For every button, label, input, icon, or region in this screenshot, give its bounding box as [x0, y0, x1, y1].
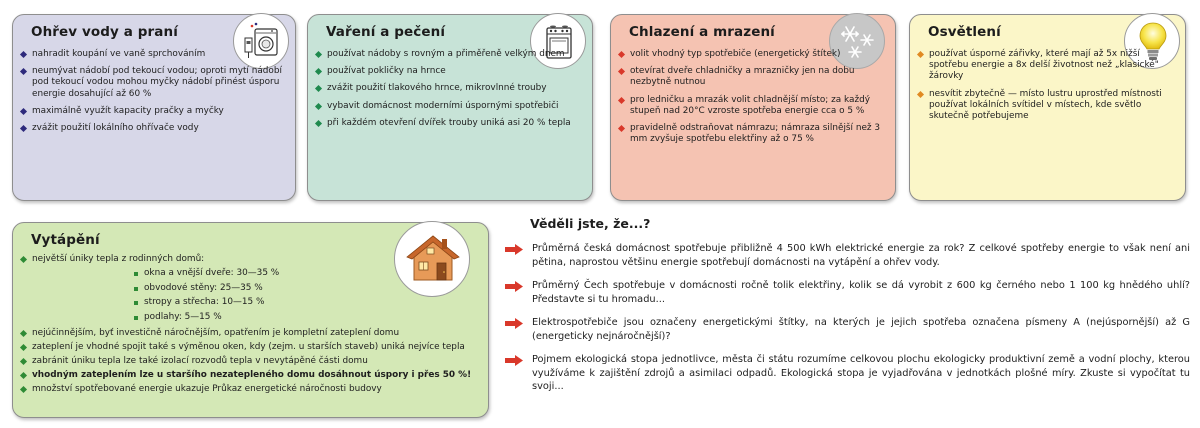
square-bullet-icon	[134, 301, 138, 305]
heat-loss-item: obvodové stěny: 25—35 %	[134, 283, 478, 295]
list-item: maximálně využít kapacity pračky a myčky	[19, 106, 285, 117]
heat-loss-item: podlahy: 5—15 %	[134, 312, 478, 324]
bullet-icon	[618, 51, 625, 58]
list-item: množství spotřebované energie ukazuje Průkaz energetické náročnosti budovy	[19, 384, 478, 395]
bullet-icon	[315, 85, 322, 92]
bullet-icon	[20, 125, 27, 132]
square-bullet-icon	[134, 287, 138, 291]
bullet-icon	[20, 344, 27, 351]
bullet-icon	[315, 68, 322, 75]
cooking-card	[307, 14, 593, 201]
fact-item: Pojmem ekologická stopa jednotlivce, města či státu rozumíme celkovou plochu ekologicky produktivní země a vodní plochy, kterou využíváme k zajištění zdrojů a asimilaci odpadů. Ekologická stopa je vyjadřována v jednotkách plošné míry. Zkuste si vypočítat tu svoji...	[502, 353, 1190, 394]
list-item: při každém otevření dvířek trouby uniká asi 20 % tepla	[314, 118, 582, 129]
list-item: používat úsporné zářivky, které mají až 5x nižší spotřebu energie a 8x delší životnost než „klasické" žárovky	[916, 49, 1175, 83]
washing-machine-icon	[233, 13, 289, 69]
bullet-icon	[20, 108, 27, 115]
bullet-icon	[315, 51, 322, 58]
list-item: nahradit koupání ve vaně sprchováním	[19, 49, 285, 60]
water-heating-card	[12, 14, 296, 201]
bullet-icon	[20, 358, 27, 365]
fact-item: Průměrná česká domácnost spotřebuje přibližně 4 500 kWh elektrické energie za rok? Z celkové spotřeby energie to však není ani pětina, naprostou většinu energie spotřebují domácnosti na vytápění a ohřev vody.	[502, 242, 1190, 269]
card-title: Ohřev vody a praní	[31, 24, 178, 40]
list-item: vybavit domácnost moderními úspornými spotřebiči	[314, 101, 582, 112]
list-item: zateplení je vhodné spojit také s výměnou oken, kdy (zejm. u starších staveb) uniká nejvíce tepla	[19, 342, 478, 353]
bullet-icon	[20, 51, 27, 58]
heating-tips-list-2	[19, 328, 478, 396]
square-bullet-icon	[134, 316, 138, 320]
bullet-icon	[20, 372, 27, 379]
card-title: Vaření a pečení	[326, 24, 446, 40]
list-item: pravidelně odstraňovat námrazu; námraza silnější než 3 mm zvyšuje spotřebu elektřiny až o 75 %	[617, 123, 885, 145]
bullet-icon	[20, 68, 27, 75]
heating-tips-list	[19, 254, 478, 265]
list-item: používat pokličky na hrnce	[314, 66, 582, 77]
heat-loss-item: okna a vnější dveře: 30—35 %	[134, 268, 478, 280]
list-item: nejúčinnějším, byť investičně náročnějším, opatřením je kompletní zateplení domu	[19, 328, 478, 339]
heating-card	[12, 222, 489, 418]
bullet-icon	[618, 68, 625, 75]
bullet-icon	[20, 386, 27, 393]
list-item: zvážit použití tlakového hrnce, mikrovlnné trouby	[314, 83, 582, 94]
heat-loss-item: stropy a střecha: 10—15 %	[134, 297, 478, 309]
card-title: Osvětlení	[928, 24, 1001, 40]
stove-icon	[530, 13, 586, 69]
card-title: Chlazení a mrazení	[629, 24, 775, 40]
highlight-item: vhodným zateplením lze u staršího nezatepleného domu dosáhnout úspory i přes 50 %!	[19, 370, 478, 381]
list-item: zabránit úniku tepla lze také izolací rozvodů tepla v nevytápěné části domu	[19, 356, 478, 367]
arrow-right-icon	[505, 318, 523, 329]
arrow-right-icon	[505, 244, 523, 255]
bullet-icon	[20, 256, 27, 263]
list-item: zvážit použití lokálního ohřívače vody	[19, 123, 285, 134]
lighting-card	[909, 14, 1186, 201]
snowflake-icon	[829, 13, 885, 69]
list-item: volit vhodný typ spotřebiče (energetický štítek)	[617, 49, 885, 60]
bullet-icon	[315, 120, 322, 127]
bullet-icon	[20, 330, 27, 337]
list-item: používat nádoby s rovným a přiměřeně velkým dnem	[314, 49, 582, 60]
list-item: nesvítit zbytečně — místo lustru uprostřed místnosti používat lokálních svítidel v místech, kde světlo skutečně potřebujeme	[916, 89, 1175, 123]
cooling-card	[610, 14, 896, 201]
fact-item: Průměrný Čech spotřebuje v domácnosti ročně tolik elektřiny, kolik se dá vyrobit z 600 kg černého nebo 1 100 kg hnědého uhlí? Představte si tu hromadu...	[502, 279, 1190, 306]
list-item: neumývat nádobí pod tekoucí vodou; oproti mytí nádobí pod tekoucí vodou mohou myčky nádobí přinést úsporu energie dosahující až 60 %	[19, 66, 285, 100]
list-item: pro ledničku a mrazák volit chladnější místo; za každý stupeň nad 20°C vzroste spotřeba energie cca o 5 %	[617, 95, 885, 117]
list-item: největší úniky tepla z rodinných domů:	[19, 254, 478, 265]
fact-item: Elektrospotřebiče jsou označeny energetickými štítky, na kterých je jejich spotřeba označena písmeny A (nejúspornější) až G (energeticky nejnáročnější)?	[502, 316, 1190, 343]
section-title: Věděli jste, že...?	[530, 216, 651, 231]
square-bullet-icon	[134, 272, 138, 276]
list-item: otevírat dveře chladničky a mrazničky jen na dobu nezbytně nutnou	[617, 66, 885, 88]
bullet-icon	[618, 97, 625, 104]
arrow-right-icon	[505, 355, 523, 366]
bullet-icon	[618, 125, 625, 132]
bullet-icon	[917, 51, 924, 58]
did-you-know-section	[502, 216, 1190, 404]
lighting-tips-list	[916, 49, 1175, 122]
arrow-right-icon	[505, 281, 523, 292]
card-title: Vytápění	[31, 232, 100, 248]
bullet-icon	[315, 103, 322, 110]
bullet-icon	[917, 91, 924, 98]
